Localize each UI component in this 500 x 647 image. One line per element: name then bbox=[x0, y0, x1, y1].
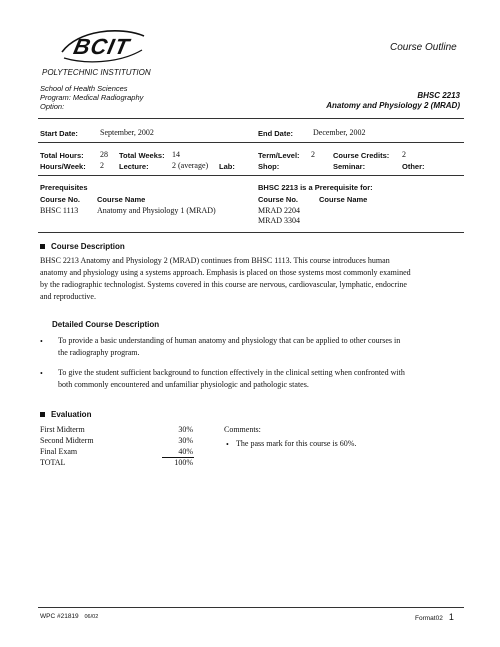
eval-row-label: First Midterm bbox=[40, 425, 85, 434]
course-title: Anatomy and Physiology 2 (MRAD) bbox=[326, 101, 460, 110]
logo-text: BCIT bbox=[71, 34, 133, 59]
eval-row-label: Final Exam bbox=[40, 447, 78, 456]
hours-week-label: Hours/Week: bbox=[40, 162, 86, 171]
other-label: Other: bbox=[402, 162, 425, 171]
course-description-line-2: anatomy and physiology using a systems approach. Emphasis is placed on those systems most commonly examined bbox=[40, 268, 411, 277]
detailed-description-title: Detailed Course Description bbox=[52, 320, 160, 329]
course-description-line-1: BHSC 2213 Anatomy and Physiology 2 (MRAD) continues from BHSC 1113. This course introduces human bbox=[40, 256, 390, 265]
course-credits-label: Course Credits: bbox=[333, 151, 390, 160]
seminar-label: Seminar: bbox=[333, 162, 366, 171]
detail-bullet-2-line-1: To give the student sufficient background to function effectively in the clinical setting when confronted with bbox=[58, 368, 405, 377]
start-date-value: September, 2002 bbox=[100, 128, 154, 137]
footer-format bbox=[415, 612, 454, 622]
prereq-course-no: BHSC 1113 bbox=[40, 206, 79, 215]
bullet-icon: • bbox=[40, 369, 43, 378]
eval-row-label: Second Midterm bbox=[40, 436, 94, 445]
lab-label: Lab: bbox=[219, 162, 235, 171]
eval-row-value: 30% bbox=[178, 436, 193, 445]
hours-divider bbox=[38, 175, 464, 176]
prereq-course-name: Anatomy and Physiology 1 (MRAD) bbox=[97, 206, 216, 215]
comment-text: The pass mark for this course is 60%. bbox=[236, 439, 357, 448]
bullet-icon: • bbox=[40, 337, 43, 346]
footer-doc-id bbox=[40, 613, 98, 620]
evaluation-title: Evaluation bbox=[51, 410, 92, 419]
is-prereq-col-course-no: Course No. bbox=[258, 195, 299, 204]
comment-bullet-icon: • bbox=[226, 440, 229, 449]
footer-divider bbox=[38, 607, 464, 608]
end-date-value: December, 2002 bbox=[313, 128, 366, 137]
header-divider bbox=[38, 118, 464, 119]
prereq-divider bbox=[38, 232, 464, 233]
program-name: Program: Medical Radiography bbox=[40, 93, 144, 102]
prerequisites-title: Prerequisites bbox=[40, 183, 88, 192]
course-description-line-4: and reproductive. bbox=[40, 292, 96, 301]
footer-format-label: Format02 bbox=[415, 615, 443, 622]
lecture-value: 2 (average) bbox=[172, 161, 209, 170]
start-date-label: Start Date: bbox=[40, 129, 78, 138]
prereq-col-course-no: Course No. bbox=[40, 195, 81, 204]
eval-row-value: 40% bbox=[178, 447, 193, 456]
course-description-line-3: by the radiographic technologist. Systems covered in this course are nervous, cardiovascular, lymphatic, endocrine bbox=[40, 280, 407, 289]
detail-bullet-1-line-2: the radiography program. bbox=[58, 348, 140, 357]
course-description-title: Course Description bbox=[51, 242, 125, 251]
is-prereq-course-no-2: MRAD 3304 bbox=[258, 216, 301, 225]
footer-wpc: WPC #21819 bbox=[40, 613, 79, 620]
course-code: BHSC 2213 bbox=[417, 91, 460, 100]
course-credits-value: 2 bbox=[402, 150, 406, 159]
evaluation-heading bbox=[40, 410, 91, 419]
lecture-label: Lecture: bbox=[119, 162, 149, 171]
comments-label: Comments: bbox=[224, 425, 261, 434]
school-name: School of Health Sciences bbox=[40, 84, 128, 93]
section-marker-icon bbox=[40, 412, 45, 417]
shop-label: Shop: bbox=[258, 162, 280, 171]
footer-date-code: 06/02 bbox=[84, 614, 99, 620]
detail-bullet-2-line-2: both commonly encountered and unfamiliar physiologic and pathologic states. bbox=[58, 380, 309, 389]
is-prereq-col-course-name: Course Name bbox=[319, 195, 368, 204]
term-level-value: 2 bbox=[311, 150, 315, 159]
is-prereq-title: BHSC 2213 is a Prerequisite for: bbox=[258, 183, 373, 192]
total-weeks-value: 14 bbox=[172, 150, 180, 159]
hours-week-value: 2 bbox=[100, 161, 104, 170]
logo bbox=[58, 24, 150, 68]
footer-page-number: 1 bbox=[448, 612, 454, 622]
prereq-col-course-name: Course Name bbox=[97, 195, 146, 204]
doc-type: Course Outline bbox=[390, 42, 457, 53]
eval-total-value: 100% bbox=[174, 458, 193, 467]
end-date-label: End Date: bbox=[258, 129, 294, 138]
eval-total-label: TOTAL bbox=[40, 458, 66, 467]
total-hours-value: 28 bbox=[100, 150, 108, 159]
total-hours-label: Total Hours: bbox=[40, 151, 84, 160]
dates-divider bbox=[38, 142, 464, 143]
term-level-label: Term/Level: bbox=[258, 151, 300, 160]
total-weeks-label: Total Weeks: bbox=[119, 151, 165, 160]
is-prereq-course-no-1: MRAD 2204 bbox=[258, 206, 301, 215]
option-label: Option: bbox=[40, 102, 65, 111]
institution-name: POLYTECHNIC INSTITUTION bbox=[42, 68, 151, 77]
detail-bullet-1-line-1: To provide a basic understanding of human anatomy and physiology that can be applied to other courses in bbox=[58, 336, 401, 345]
course-description-heading bbox=[40, 242, 125, 251]
section-marker-icon bbox=[40, 244, 45, 249]
eval-row-value: 30% bbox=[178, 425, 193, 434]
